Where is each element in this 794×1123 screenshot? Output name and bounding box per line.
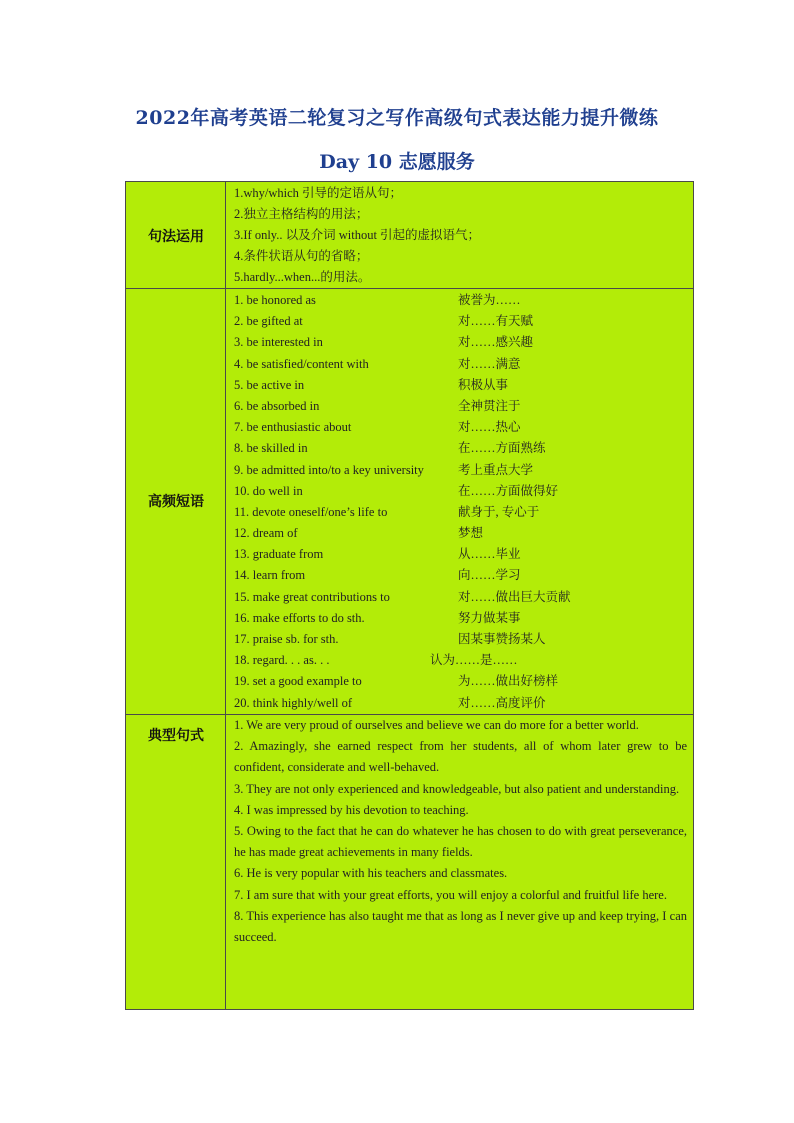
syntax-content [234,183,687,288]
sentences-content [234,715,687,948]
phrase-en: 12. dream of [234,526,298,541]
phrase-row [234,481,687,502]
phrase-en: 10. do well in [234,483,303,498]
phrase-en: 6. be absorbed in [234,398,320,413]
phrase-row [234,587,687,608]
syntax-item: 2.独立主格结构的用法； [234,207,369,221]
syntax-label: 句法运用 [148,229,204,245]
phrase-en: 16. make efforts to do sth. [234,610,365,625]
phrase-en: 9. be admitted into/to a key university [234,462,424,477]
phrase-row [234,565,687,586]
phrase-en: 11. devote oneself/one’s life to [234,504,388,519]
phrase-zh: 认为……是…… [430,653,518,668]
phrase-row [234,460,687,481]
syntax-row [126,182,693,288]
phrase-zh: 积极从事 [458,377,509,392]
phrase-en: 17. praise sb. for sth. [234,632,339,646]
phrase-row [234,354,687,375]
phrase-zh: 考上重点大学 [458,462,534,477]
phrase-en: 1. be honored as [234,293,316,307]
document-title: 2022年高考英语二轮复习之写作高级句式表达能力提升微练 [135,107,659,129]
syntax-item: 5.hardly...when...的用法。 [234,270,371,284]
phrase-zh: 对……做出巨大贡献 [458,589,571,604]
phrase-row [234,544,687,565]
phrase-row [234,311,687,332]
phrase-zh: 努力做某事 [458,610,521,625]
phrase-en: 7. be enthusiastic about [234,420,352,435]
phrase-row [234,523,687,544]
content-table [125,181,694,1010]
phrase-row [234,332,687,353]
phrase-zh: 全神贯注于 [458,398,521,413]
phrases-label: 高频短语 [148,494,204,510]
sentence-item: 1. We are very proud of ourselves and believe we can do more for a better world. [234,718,639,732]
phrase-zh: 向……学习 [458,568,521,583]
phrase-row [234,375,687,396]
phrase-row [234,417,687,438]
phrase-en: 5. be active in [234,377,305,392]
phrase-en: 15. make great contributions to [234,589,390,604]
phrase-row [234,650,687,671]
phrase-zh: 为……做出好榜样 [458,674,559,689]
phrases-row [126,288,693,714]
phrase-row [234,438,687,459]
sentence-item: 7. I am sure that with your great efforts, you will enjoy a colorful and fruitful life here. [234,887,667,902]
phrase-zh: 因某事赞扬某人 [458,632,546,646]
sentence-item: 6. He is very popular with his teachers and classmates. [234,866,508,881]
phrase-zh: 对……感兴趣 [458,335,534,350]
phrase-en: 18. regard. . . as. . . [234,653,330,668]
phrase-en: 13. graduate from [234,547,324,562]
sentence-item: 5. Owing to the fact that he can do whatever he has chosen to do with great perseverance, he has made great achievements in many fields. [234,824,687,860]
sentence-item: 4. I was impressed by his devotion to teaching. [234,802,469,817]
phrase-row [234,502,687,523]
phrases-label-cell [126,289,226,714]
phrase-zh: 献身于, 专心于 [458,504,540,519]
phrase-row [234,671,687,692]
phrase-en: 3. be interested in [234,335,323,350]
phrase-en: 14. learn from [234,568,306,583]
sentence-item: 8. This experience has also taught me that as long as I never give up and keep trying, I can succeed. [234,908,687,945]
sentence-item: 3. They are not only experienced and knowledgeable, but also patient and understanding. [234,781,680,796]
phrase-en: 19. set a good example to [234,674,362,689]
phrase-row [234,629,687,650]
phrase-zh: 对……热心 [458,420,521,435]
syntax-label-cell [126,182,226,288]
phrase-en: 4. be satisfied/content with [234,356,369,371]
phrase-en: 20. think highly/well of [234,695,353,710]
phrase-zh: 梦想 [458,526,484,541]
phrase-zh: 对……有天赋 [458,314,534,329]
phrase-zh: 对……高度评价 [458,695,546,710]
sentences-row [126,714,693,1009]
sentence-item: 2. Amazingly, she earned respect from her students, all of whom later grew to be confident, considerate and well-behaved. [234,739,687,775]
syntax-item: 4.条件状语从句的省略； [234,249,369,263]
document-subtitle: Day 10 志愿服务 [319,151,475,173]
phrase-row [234,693,687,714]
phrase-zh: 在……方面做得好 [458,483,559,498]
phrases-content [234,290,687,714]
phrase-row [234,290,687,311]
phrase-zh: 从……毕业 [458,547,521,562]
phrase-zh: 被誉为…… [458,293,521,307]
phrase-row [234,608,687,629]
syntax-item: 3.If only.. 以及介词 without 引起的虚拟语气； [234,228,481,242]
phrase-zh: 对……满意 [458,356,521,371]
sentences-label-cell [126,715,226,1009]
sentences-label: 典型句式 [148,728,204,744]
phrase-en: 2. be gifted at [234,314,303,329]
syntax-item: 1.why/which 引导的定语从句； [234,186,403,200]
phrase-row [234,396,687,417]
phrase-en: 8. be skilled in [234,441,308,456]
phrase-zh: 在……方面熟练 [458,441,546,456]
